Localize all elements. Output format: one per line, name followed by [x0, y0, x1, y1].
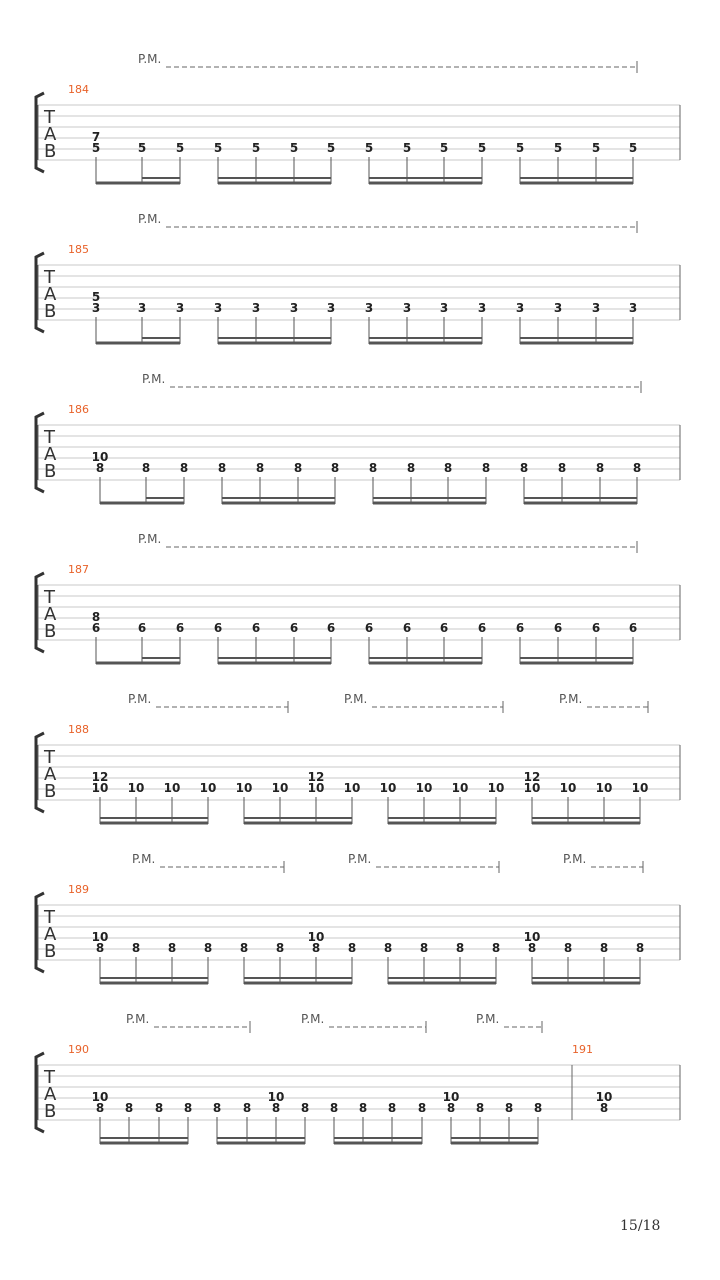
fret-number-upper: 12 [307, 770, 325, 784]
tab-letter: B [44, 1101, 57, 1122]
fret-number: 10 [415, 781, 433, 795]
fret-number: 10 [379, 781, 397, 795]
measure-number: 184 [68, 83, 89, 96]
palm-mute-label: P.M. [132, 852, 156, 866]
fret-number: 8 [481, 461, 491, 475]
fret-number: 8 [203, 941, 213, 955]
fret-number: 8 [387, 1101, 397, 1115]
fret-number: 8 [383, 941, 393, 955]
fret-number: 10 [271, 781, 289, 795]
fret-number: 5 [515, 141, 525, 155]
palm-mute-label: P.M. [142, 372, 166, 386]
tab-letter: T [44, 107, 55, 128]
measure-number: 189 [68, 883, 89, 896]
fret-number: 8 [527, 941, 537, 955]
palm-mute-label: P.M. [348, 852, 372, 866]
measure-number: 186 [68, 403, 89, 416]
tab-letter: B [44, 781, 57, 802]
tab-letter: T [44, 587, 55, 608]
fret-number: 8 [632, 461, 642, 475]
fret-number-upper: 10 [91, 930, 109, 944]
fret-number: 8 [455, 941, 465, 955]
fret-number-upper: 5 [91, 290, 101, 304]
measure-number: 187 [68, 563, 89, 576]
fret-number: 3 [175, 301, 185, 315]
fret-number: 8 [311, 941, 321, 955]
fret-number: 3 [251, 301, 261, 315]
fret-number: 10 [199, 781, 217, 795]
fret-number-upper: 10 [442, 1090, 460, 1104]
fret-number: 3 [628, 301, 638, 315]
tab-letter: A [44, 924, 57, 945]
fret-number: 8 [212, 1101, 222, 1115]
fret-number: 5 [402, 141, 412, 155]
fret-number: 8 [293, 461, 303, 475]
fret-number: 6 [402, 621, 412, 635]
fret-number: 8 [419, 941, 429, 955]
fret-number: 8 [95, 1101, 105, 1115]
tab-letter: A [44, 1084, 57, 1105]
page-number: 15/18 [620, 1218, 661, 1234]
fret-number: 8 [417, 1101, 427, 1115]
fret-number: 10 [523, 781, 541, 795]
fret-number: 10 [235, 781, 253, 795]
fret-number: 10 [307, 781, 325, 795]
tab-letter: B [44, 461, 57, 482]
tab-letter: B [44, 141, 57, 162]
fret-number: 3 [553, 301, 563, 315]
fret-number-upper: 10 [91, 450, 109, 464]
palm-mute-label: P.M. [344, 692, 368, 706]
tab-letter: T [44, 267, 55, 288]
fret-number: 5 [439, 141, 449, 155]
fret-number: 6 [289, 621, 299, 635]
fret-number: 3 [477, 301, 487, 315]
fret-number: 10 [487, 781, 505, 795]
fret-number: 8 [167, 941, 177, 955]
tab-letter: A [44, 764, 57, 785]
fret-number: 8 [95, 461, 105, 475]
fret-number: 3 [213, 301, 223, 315]
fret-number: 8 [595, 461, 605, 475]
fret-number: 8 [154, 1101, 164, 1115]
fret-number: 8 [131, 941, 141, 955]
fret-number: 8 [124, 1101, 134, 1115]
tab-letter: A [44, 444, 57, 465]
fret-number: 3 [515, 301, 525, 315]
fret-number: 8 [406, 461, 416, 475]
fret-number: 6 [477, 621, 487, 635]
fret-number: 8 [599, 1101, 609, 1115]
fret-number: 10 [127, 781, 145, 795]
measure-number: 188 [68, 723, 89, 736]
fret-number: 5 [591, 141, 601, 155]
fret-number: 8 [599, 941, 609, 955]
palm-mute-label: P.M. [126, 1012, 150, 1026]
fret-number: 3 [402, 301, 412, 315]
fret-number: 6 [251, 621, 261, 635]
fret-number: 8 [368, 461, 378, 475]
fret-number: 3 [591, 301, 601, 315]
fret-number: 5 [553, 141, 563, 155]
fret-number: 6 [213, 621, 223, 635]
fret-number: 8 [635, 941, 645, 955]
tab-letter: B [44, 301, 57, 322]
fret-number: 6 [628, 621, 638, 635]
fret-number: 8 [183, 1101, 193, 1115]
measure-number: 191 [572, 1043, 593, 1056]
fret-number: 8 [519, 461, 529, 475]
fret-number: 5 [91, 141, 101, 155]
fret-number: 8 [300, 1101, 310, 1115]
fret-number: 8 [475, 1101, 485, 1115]
fret-number-upper: 10 [267, 1090, 285, 1104]
fret-number: 10 [343, 781, 361, 795]
fret-number: 8 [443, 461, 453, 475]
fret-number: 8 [446, 1101, 456, 1115]
fret-number: 6 [553, 621, 563, 635]
palm-mute-label: P.M. [563, 852, 587, 866]
palm-mute-label: P.M. [476, 1012, 500, 1026]
palm-mute-label: P.M. [559, 692, 583, 706]
fret-number: 3 [326, 301, 336, 315]
tab-letter: T [44, 427, 55, 448]
fret-number: 10 [595, 781, 613, 795]
fret-number: 5 [175, 141, 185, 155]
fret-number-upper: 7 [91, 130, 101, 144]
fret-number: 8 [504, 1101, 514, 1115]
tab-letter: T [44, 747, 55, 768]
palm-mute-label: P.M. [301, 1012, 325, 1026]
fret-number: 5 [137, 141, 147, 155]
tab-letter: A [44, 124, 57, 145]
fret-number: 8 [271, 1101, 281, 1115]
fret-number: 8 [557, 461, 567, 475]
fret-number: 10 [451, 781, 469, 795]
fret-number: 6 [439, 621, 449, 635]
fret-number: 10 [559, 781, 577, 795]
fret-number: 3 [439, 301, 449, 315]
fret-number: 3 [137, 301, 147, 315]
fret-number: 8 [275, 941, 285, 955]
fret-number: 3 [364, 301, 374, 315]
fret-number: 8 [358, 1101, 368, 1115]
palm-mute-label: P.M. [138, 212, 162, 226]
fret-number: 8 [239, 941, 249, 955]
fret-number: 6 [137, 621, 147, 635]
measure-number: 190 [68, 1043, 89, 1056]
fret-number-upper: 10 [91, 1090, 109, 1104]
fret-number: 8 [347, 941, 357, 955]
fret-number: 8 [141, 461, 151, 475]
fret-number: 3 [289, 301, 299, 315]
tab-letter: A [44, 604, 57, 625]
palm-mute-label: P.M. [128, 692, 152, 706]
fret-number: 5 [251, 141, 261, 155]
fret-number-upper: 10 [523, 930, 541, 944]
fret-number: 5 [289, 141, 299, 155]
fret-number: 8 [329, 1101, 339, 1115]
fret-number: 8 [563, 941, 573, 955]
fret-number: 6 [515, 621, 525, 635]
fret-number: 8 [491, 941, 501, 955]
tab-letter: T [44, 907, 55, 928]
fret-number: 6 [91, 621, 101, 635]
fret-number: 10 [91, 781, 109, 795]
tab-letter: A [44, 284, 57, 305]
measure-number: 185 [68, 243, 89, 256]
fret-number-upper: 10 [307, 930, 325, 944]
fret-number: 6 [326, 621, 336, 635]
fret-number-upper: 8 [91, 610, 101, 624]
fret-number: 5 [213, 141, 223, 155]
palm-mute-label: P.M. [138, 532, 162, 546]
fret-number: 5 [477, 141, 487, 155]
fret-number: 10 [631, 781, 649, 795]
fret-number-upper: 10 [595, 1090, 613, 1104]
fret-number-upper: 12 [523, 770, 541, 784]
fret-number-upper: 12 [91, 770, 109, 784]
fret-number: 6 [591, 621, 601, 635]
fret-number: 5 [628, 141, 638, 155]
tab-letter: B [44, 621, 57, 642]
fret-number: 8 [242, 1101, 252, 1115]
fret-number: 5 [326, 141, 336, 155]
fret-number: 8 [217, 461, 227, 475]
fret-number: 8 [255, 461, 265, 475]
fret-number: 10 [163, 781, 181, 795]
fret-number: 8 [330, 461, 340, 475]
fret-number: 6 [175, 621, 185, 635]
palm-mute-label: P.M. [138, 52, 162, 66]
fret-number: 8 [95, 941, 105, 955]
fret-number: 8 [533, 1101, 543, 1115]
fret-number: 5 [364, 141, 374, 155]
tab-letter: T [44, 1067, 55, 1088]
fret-number: 6 [364, 621, 374, 635]
fret-number: 3 [91, 301, 101, 315]
fret-number: 8 [179, 461, 189, 475]
tab-letter: B [44, 941, 57, 962]
